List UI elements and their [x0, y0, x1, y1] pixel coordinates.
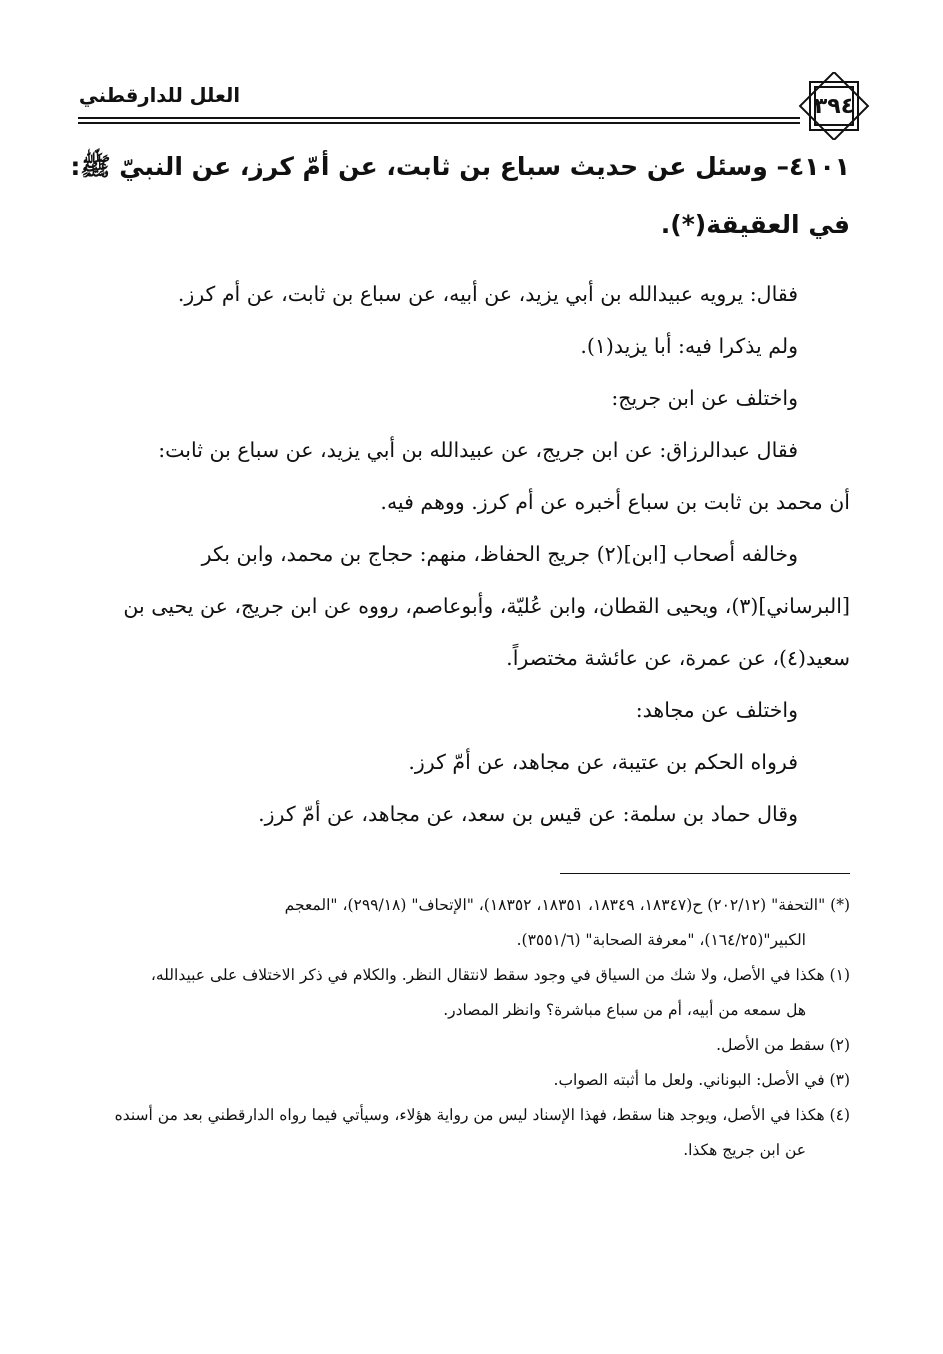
header-rule-top [78, 117, 800, 119]
paragraph-5-line-1: وخالفه أصحاب [ابن](٢) جريج الحفاظ، منهم: حجاج بن محمد، وابن بكر [201, 542, 798, 566]
header-rule-bottom [78, 122, 800, 124]
paragraph-3: واختلف عن ابن جريج: [611, 386, 798, 410]
paragraph-6: واختلف عن مجاهد: [635, 698, 798, 722]
paragraph-4-line-2: أن محمد بن ثابت بن سباع أخبره عن أم كرز. ووهم فيه. [380, 490, 850, 514]
footnote-star-line-2: الكبير"(١٦٤/٢٥)، "معرفة الصحابة" (٣٥٥١/٦). [516, 931, 806, 949]
page-number-badge [796, 72, 872, 140]
paragraph-7: فرواه الحكم بن عتيبة، عن مجاهد، عن أمّ كرز. [408, 750, 798, 774]
entry-title-line-1: ٤١٠١– وسئل عن حديث سباع بن ثابت، عن أمّ كرز، عن النبيّ ﷺ: [70, 152, 850, 181]
footnote-1-line-2: هل سمعه من أبيه، أم من سباع مباشرة؟ وانظر المصادر. [443, 1001, 806, 1019]
footnote-4-line-1: (٤) هكذا في الأصل، ويوجد هنا سقط، فهذا الإسناد ليس من رواية هؤلاء، وسيأتي فيما رواه الدارقطني بعد من أسنده [114, 1106, 850, 1124]
footnote-4-line-2: عن ابن جريج هكذا. [683, 1141, 806, 1159]
paragraph-8: وقال حماد بن سلمة: عن قيس بن سعد، عن مجاهد، عن أمّ كرز. [258, 802, 798, 826]
entry-title-line-2: في العقيقة(*). [660, 210, 850, 239]
footnote-star-line-1: (*) "التحفة" (٢٠٢/١٢) ح(١٨٣٤٧، ١٨٣٤٩، ١٨٣٥١، ١٨٣٥٢)، "الإتحاف" (٢٩٩/١٨)، "المعجم [284, 896, 850, 914]
running-head-title: العلل للدارقطني [78, 84, 240, 107]
footnote-2: (٢) سقط من الأصل. [716, 1036, 850, 1054]
paragraph-5-line-2: [البرساني](٣)، ويحيى القطان، وابن عُليّة، وأبوعاصم، رووه عن ابن جريج، عن يحيى بن [123, 594, 850, 618]
footnote-3: (٣) في الأصل: البوناني. ولعل ما أثبته الصواب. [553, 1071, 850, 1089]
paragraph-4-line-1: فقال عبدالرزاق: عن ابن جريج، عن عبيدالله بن أبي يزيد، عن سباع بن ثابت: [158, 438, 798, 462]
footnotes [60, 888, 850, 1168]
paragraph-2: ولم يذكرا فيه: أبا يزيد(١). [580, 334, 798, 358]
footnote-1-line-1: (١) هكذا في الأصل، ولا شك من السياق في وجود سقط لانتقال النظر. والكلام في ذكر الاختلاف على عبيدالله، [150, 966, 850, 984]
main-text [60, 138, 850, 840]
paragraph-5-line-3: سعيد(٤)، عن عمرة، عن عائشة مختصراً. [506, 646, 850, 670]
page-number: ٣٩٤ [813, 93, 855, 119]
paragraph-1: فقال: يرويه عبيدالله بن أبي يزيد، عن أبيه، عن سباع بن ثابت، عن أم كرز. [177, 282, 798, 306]
footnote-separator [560, 873, 850, 874]
